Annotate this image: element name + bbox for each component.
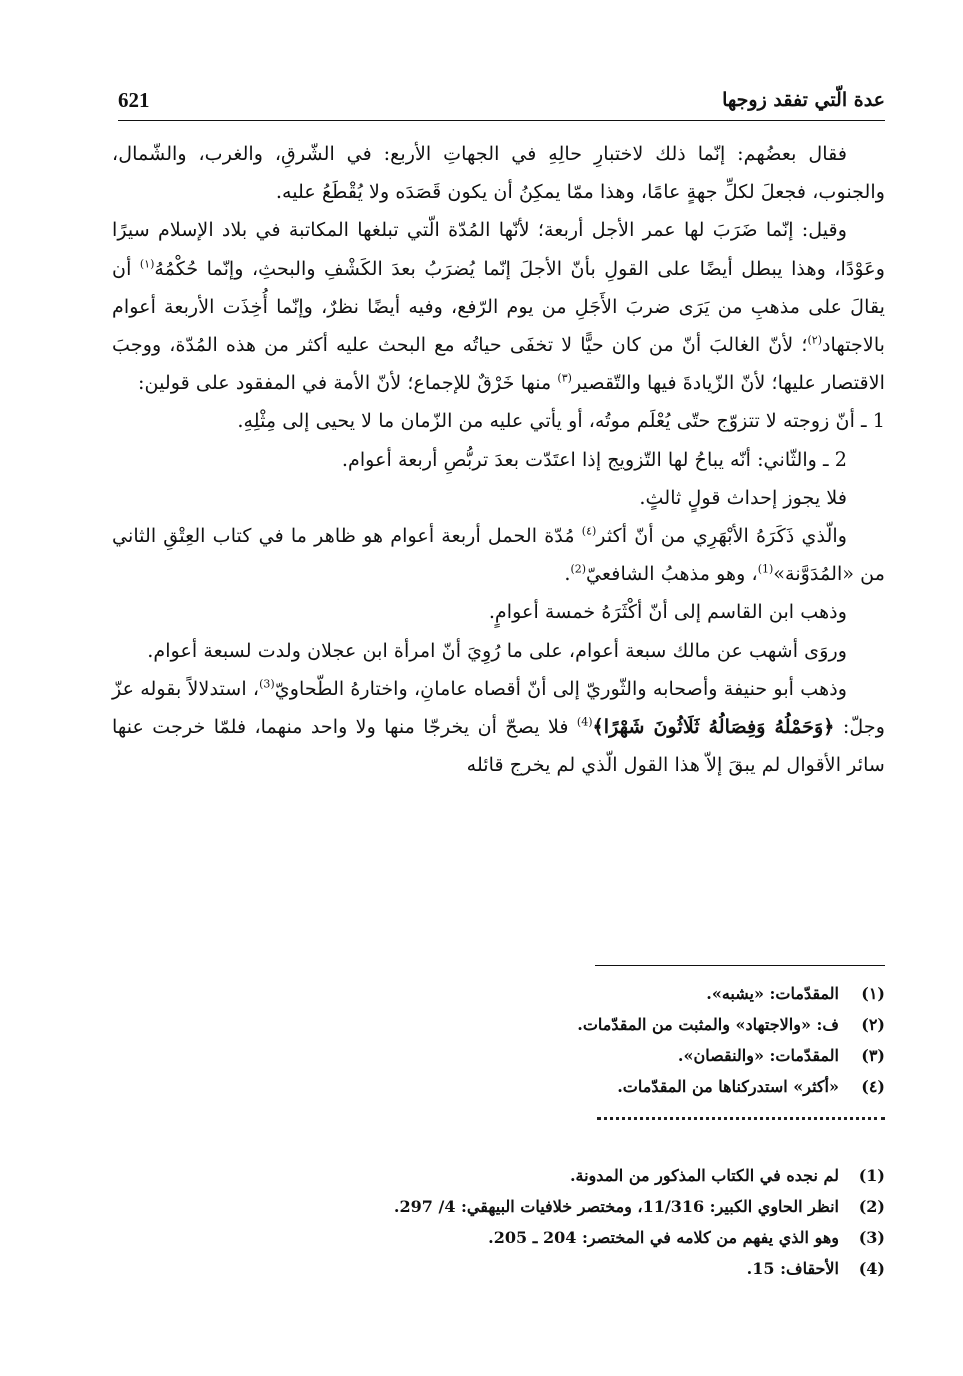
text-run: ، وهو مذهبُ الشافعيّ <box>586 562 758 586</box>
footnote-text: الأحقاف: 15. <box>746 1259 839 1278</box>
footnote <box>112 1253 885 1284</box>
footnote-number: (1) <box>858 1166 885 1185</box>
footnote-ref: (2) <box>570 562 587 576</box>
footnote-ref: (٢) <box>807 333 822 347</box>
text-run: . <box>564 562 571 586</box>
footnote-text: «أكثر» استدركناها من المقدّمات. <box>617 1077 839 1096</box>
footnote-number: (١) <box>861 984 885 1003</box>
paragraph-7 <box>112 670 885 785</box>
text-run: ؛ لأنّ الغالبَ أنّ من كان حيًّا لا تخفَى حياتُه مع البحث عليه أكثر من هذه المُدّة، ووجبَ الاقتصار عليها؛ لأنّ الزّيادةَ فيها والتّقصير <box>112 333 885 395</box>
footnote-ref: (4) <box>576 715 593 729</box>
text-run: أن يقالَ على مذهبِ من يَرَى ضربَ الأَجَلِ من يوم الرّفع، وفيه أيضًا نظرٌ، وإنّما أُخِذَت الأربعة أعوام بالاجتهاد <box>112 256 885 357</box>
footnote-number: (4) <box>858 1259 885 1278</box>
footnote <box>112 1040 885 1071</box>
text-run: مُدّة الحمل أربعة أعوام هو ظاهر ما في كتاب العِتْقِ الثاني من «المُدَوَّنة» <box>112 524 885 586</box>
main-text <box>112 135 885 784</box>
footnote <box>112 1160 885 1191</box>
page-header <box>118 80 885 121</box>
footnote-ref: (3) <box>259 677 275 691</box>
footnote <box>112 978 885 1009</box>
footnote <box>112 1071 885 1102</box>
footnote-text: وهو الذي يفهم من كلامه في المختصر: 204 ـ 205. <box>488 1228 839 1247</box>
footnote-text: المقدّمات: «يشبه». <box>706 984 839 1003</box>
footnote-number: (٤) <box>861 1077 885 1096</box>
quran-verse: ﴿وَحَمْلُهُ وَفِصَالُهُ ثَلَاثُونَ شَهْرًا﴾ <box>592 715 835 739</box>
paragraph-1: فقال بعضُهم: إنّما ذلك لاختبارِ حالِهِ في الجهاتِ الأربع: في الشّرقِ، والغرب، والشّمال، والجنوب، فجعلَ لكلِّ جهةٍ عامًا، وهذا ممّا يمكِنُ أن يكون قَصَدَه ولا يُقْطَعُ عليه. <box>112 142 885 204</box>
footnote-ref: (٣) <box>557 371 572 385</box>
footnote-text: ف: «والاجتهاد» والمثبت من المقدّمات. <box>577 1015 839 1034</box>
footnote-number: (٣) <box>861 1046 885 1065</box>
running-title: عدة الّتي تفقد زوجها <box>722 89 885 111</box>
footnote-separator <box>595 965 885 966</box>
paragraph-3: فلا يجوز إحداث قولٍ ثالثٍ. <box>639 485 847 509</box>
page-number: 621 <box>118 87 150 112</box>
list-item-2: 2 ـ والثّاني: أنّه يباحُ لها التّزويج إذا اعتَدّت بعدَ تربُّصِ أربعة أعوام. <box>341 447 847 471</box>
footnotes-manuscript <box>112 978 885 1102</box>
dotted-separator <box>597 1117 885 1120</box>
footnote <box>112 1009 885 1040</box>
footnote-ref: (١) <box>139 257 155 271</box>
paragraph-6: وروَى أشهب عن مالك سبعة أعوام، على ما رُوِيَ أنّ امرأة ابن عجلان ولدت لسبعة أعوام. <box>147 638 847 662</box>
list-item-1: 1 ـ أنّ زوجته لا تتزوّج حتّى يُعْلَم موتُه، أو يأتي عليه من الزّمان ما لا يحيى إلى مِثْلِهِ. <box>237 409 885 433</box>
footnote-text: انظر الحاوي الكبير: 11/316، ومختصر خلافيات البيهقي: 4/ 297. <box>393 1197 839 1216</box>
footnote <box>112 1191 885 1222</box>
footnote-text: المقدّمات: «والنقصان». <box>677 1046 839 1065</box>
paragraph-4 <box>112 517 885 593</box>
text-run: والّذي ذَكَرَهُ الأبْهَرِي من أنّ أكثر <box>596 524 847 548</box>
paragraph-5: وذهب ابن القاسم إلى أنّ أكْثَرَهُ خمسة أعوامٍ. <box>488 600 847 624</box>
paragraph-2 <box>112 211 885 402</box>
text-run: منها خَرْقٌ للإجماع؛ لأنّ الأمة في المفقود على قولين: <box>138 371 558 395</box>
text-run: وذهب أبو حنيفة وأصحابه والثّوريّ إلى أنّ أقصاه عامانِ، واختارهُ الطّحاويّ <box>274 676 847 700</box>
footnotes-editor <box>112 1160 885 1284</box>
footnote-number: (2) <box>858 1197 885 1216</box>
footnote-number: (3) <box>858 1228 885 1247</box>
text-run: فلا يصحّ أن يخرجّا منها ولا واحد منهما، فلمّا خرجت عنها سائر الأقوال لم يبقَ إلاّ هذا القول الّذي لم يخرج قائله <box>112 715 885 777</box>
footnote-ref: (1) <box>757 562 774 576</box>
text-run: وقيل: إنّما ضَرَبَ لها عمر الأجل أربعة؛ لأنّها المُدّة الّتي تبلغها المكاتبة في بلاد الإسلام سيرًا وعَوْدًا، وهذا يبطل أيضًا على القولِ بأنّ الأجلَ إنّما يُضرَبُ بعدَ الكَشْفِ والبحثِ، وإنّما حُكْمُهُ <box>112 218 885 280</box>
footnote <box>112 1222 885 1253</box>
text-run: ، استدلالاً بقوله عزّ وجلّ: <box>112 676 885 739</box>
footnote-number: (٢) <box>861 1015 885 1034</box>
footnote-text: لم نجده في الكتاب المذكور من المدونة. <box>569 1166 839 1185</box>
footnote-ref: (٤) <box>581 524 597 538</box>
